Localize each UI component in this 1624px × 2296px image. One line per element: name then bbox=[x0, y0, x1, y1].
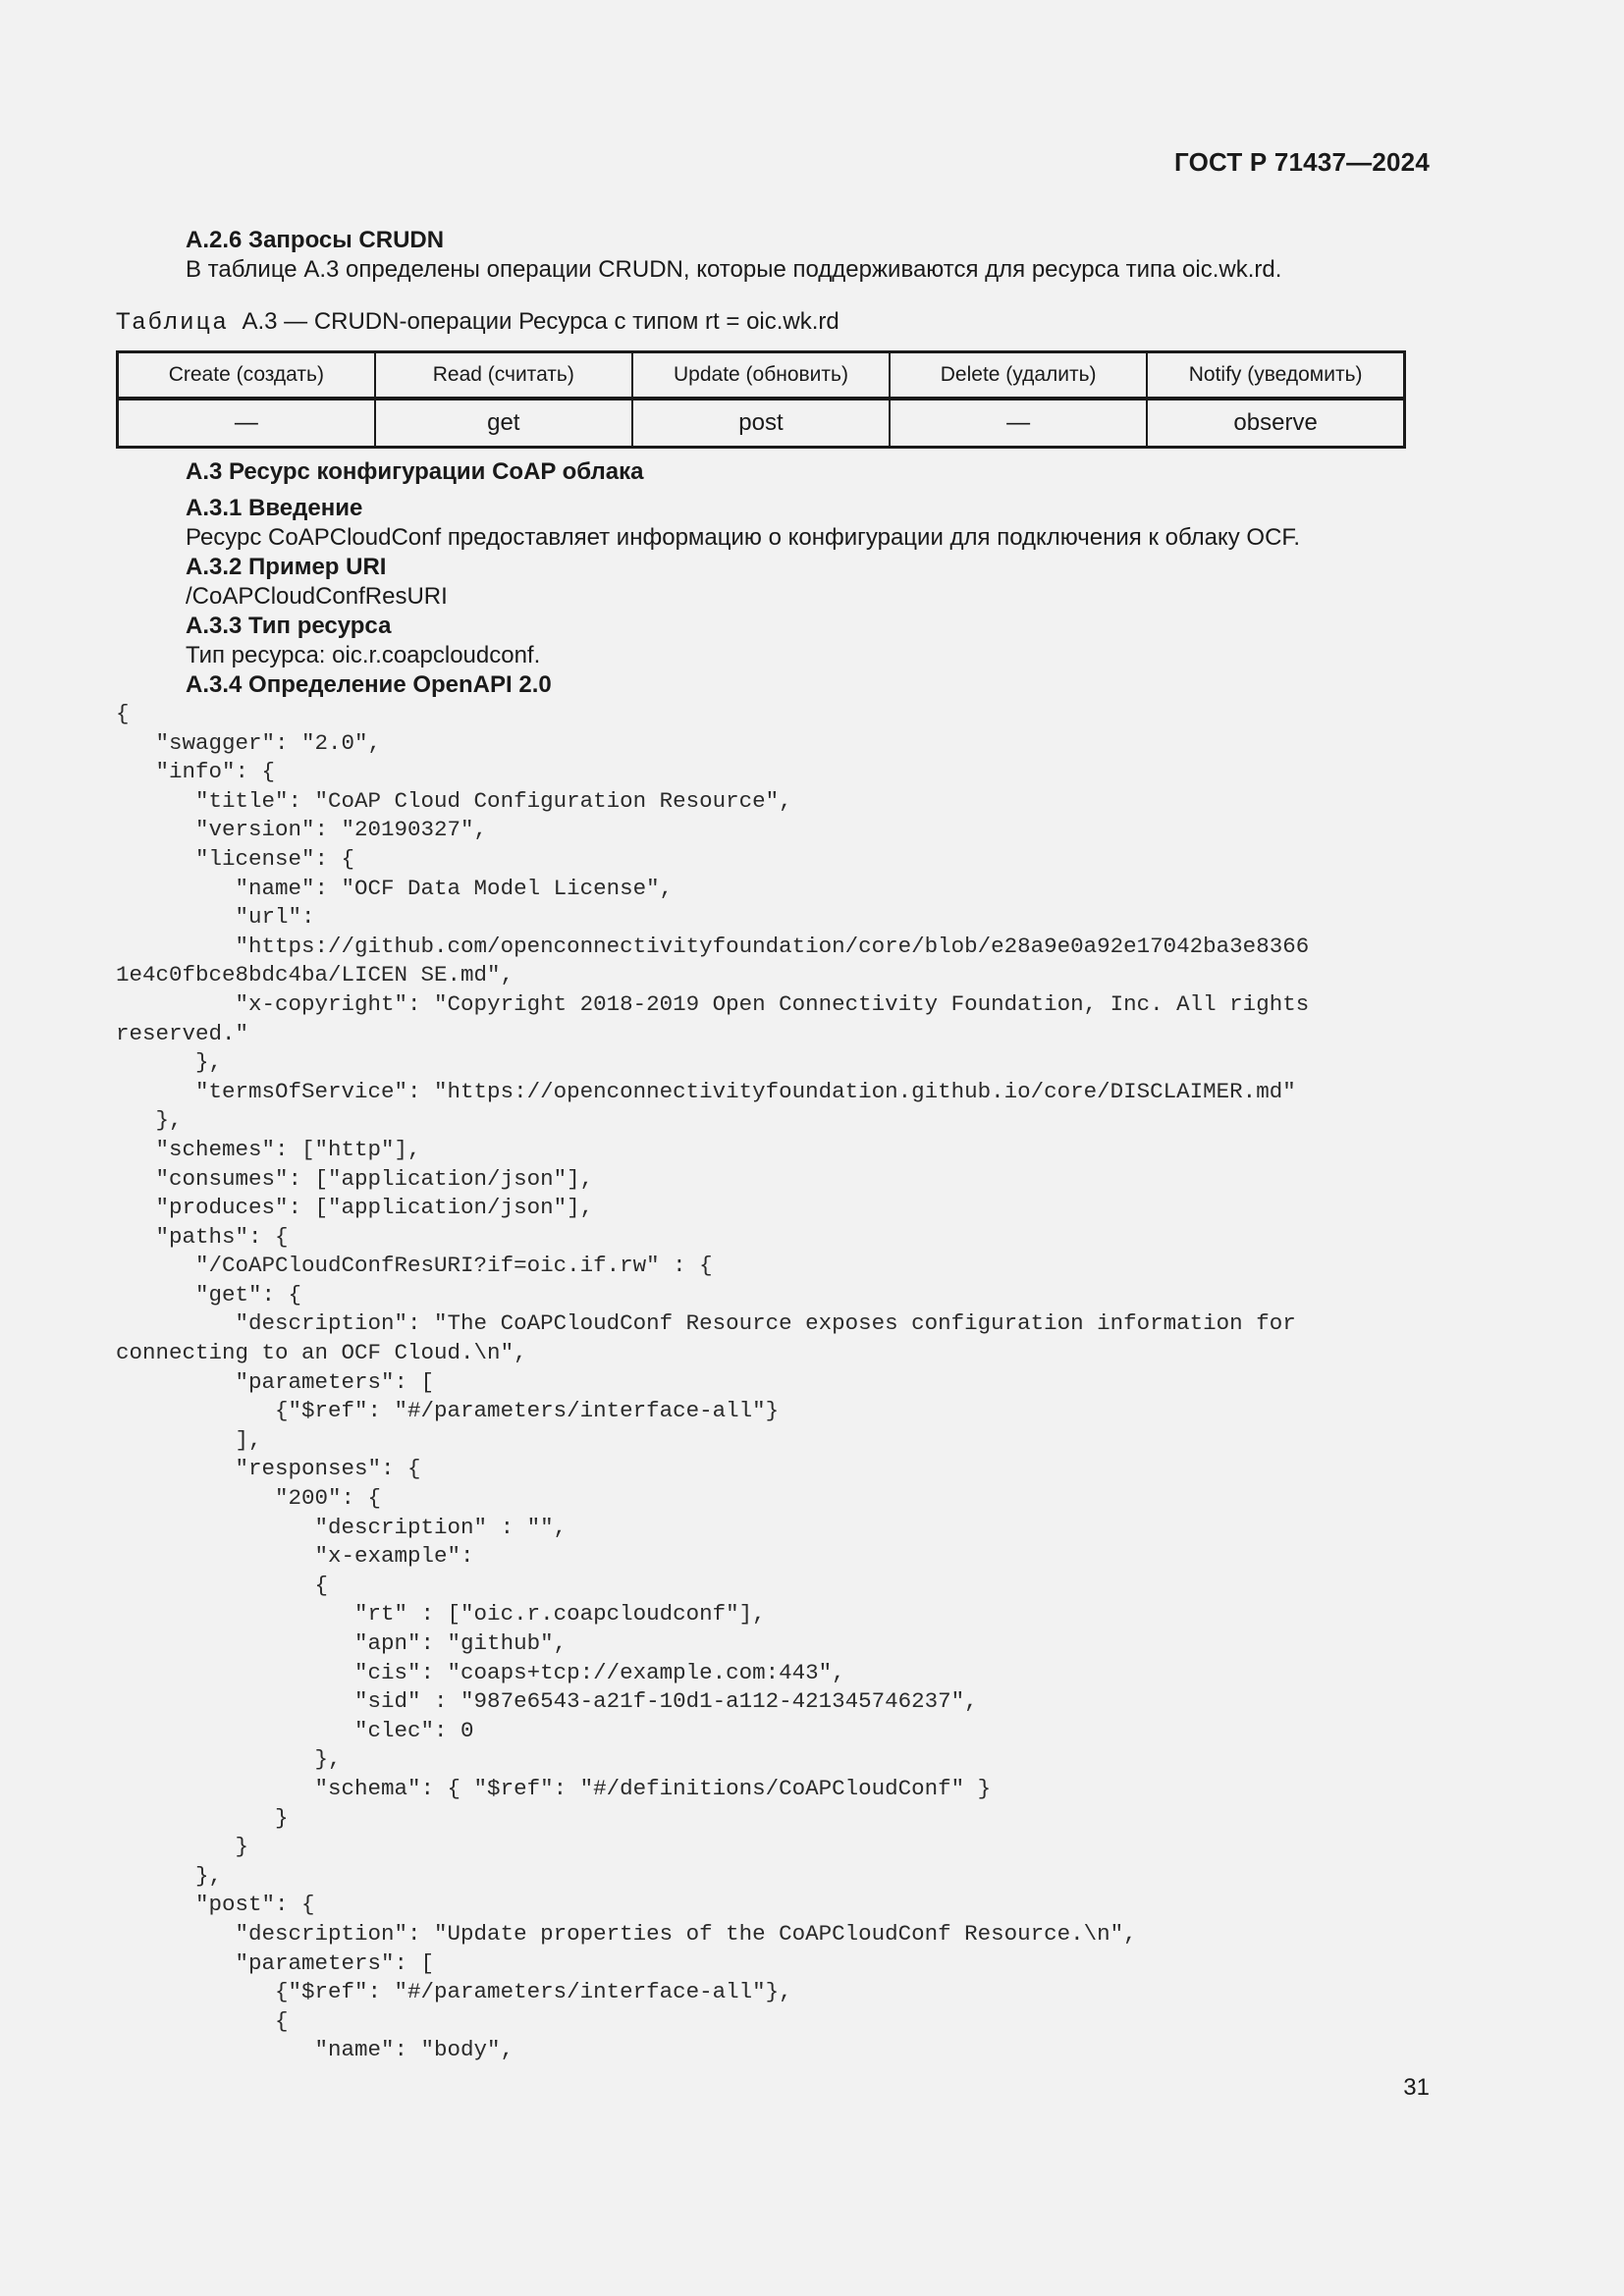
cell-update: post bbox=[632, 399, 890, 448]
section-a26-text: В таблице А.3 определены операции CRUDN, которые поддерживаются для ресурса типа oic.wk.rd. bbox=[186, 256, 1282, 283]
section-a32-heading: А.3.2 Пример URI bbox=[186, 554, 387, 580]
header-notify: Notify (уведомить) bbox=[1147, 352, 1404, 400]
table-header-row bbox=[118, 352, 1405, 400]
cell-notify: observe bbox=[1147, 399, 1404, 448]
cell-read: get bbox=[375, 399, 632, 448]
resource-type-text: Тип ресурса: oic.r.coapcloudconf. bbox=[186, 642, 541, 668]
openapi-code-listing: { "swagger": "2.0", "info": { "title": "CoAP Cloud Configuration Resource", "version": "20190327", "license": { "name": "OCF Data Model License", "url": "https://github.com/openconnectivityfoundation/core/blob/e28a9e0a92e17042ba3e8366 1e4c0fbce8bdc4ba/LICEN SE.md", "x-copyright": "Copyright 2018-2019 Open Connectivity Foundation, Inc. All rights reserved." }, "termsOfService": "https://openconnectivityfoundation.github.io/core/DISCLAIMER.md" }, "schemes": ["http"], "consumes": ["application/json"], "produces": ["application/json"], "paths": { "/CoAPCloudConfResURI?if=oic.if.rw" : { "get": { "description": "The CoAPCloudConf Resource exposes configuration information for connecting to an OCF Cloud.\n", "parameters": [ {"$ref": "#/parameters/interface-all"} ], "responses": { "200": { "description" : "", "x-example": { "rt" : ["oic.r.coapcloudconf"], "apn": "github", "cis": "coaps+tcp://example.com:443", "sid" : "987e6543-a21f-10d1-a112-421345746237", "clec": 0 }, "schema": { "$ref": "#/definitions/CoAPCloudConf" } } } }, "post": { "description": "Update properties of the CoAPCloudConf Resource.\n", "parameters": [ {"$ref": "#/parameters/interface-all"}, { "name": "body", bbox=[116, 701, 1310, 2063]
section-a34-heading: А.3.4 Определение OpenAPI 2.0 bbox=[186, 671, 552, 698]
section-a26-heading: А.2.6 Запросы CRUDN bbox=[186, 227, 445, 253]
cell-delete: — bbox=[890, 399, 1147, 448]
table-row bbox=[118, 399, 1405, 448]
section-a3-heading: А.3 Ресурс конфигурации CoAP облака bbox=[186, 458, 644, 485]
crudn-table bbox=[116, 350, 1406, 449]
cell-create: — bbox=[118, 399, 375, 448]
table-caption-label: Таблица bbox=[116, 308, 230, 335]
table-caption-text: А.3 — CRUDN-операции Ресурса с типом rt = oic.wk.rd bbox=[242, 308, 839, 335]
page-number: 31 bbox=[1403, 2074, 1430, 2101]
section-a31-text: Ресурс CoAPCloudConf предоставляет информацию о конфигурации для подключения к облаку OCF. bbox=[186, 524, 1301, 551]
header-read: Read (считать) bbox=[375, 352, 632, 400]
section-a33-heading: А.3.3 Тип ресурса bbox=[186, 613, 392, 639]
example-uri: /CoAPCloudConfResURI bbox=[186, 583, 448, 610]
section-a31-heading: А.3.1 Введение bbox=[186, 495, 363, 521]
header-update: Update (обновить) bbox=[632, 352, 890, 400]
table-caption bbox=[116, 307, 839, 337]
header-create: Create (создать) bbox=[118, 352, 375, 400]
header-delete: Delete (удалить) bbox=[890, 352, 1147, 400]
document-code: ГОСТ Р 71437—2024 bbox=[1174, 147, 1430, 177]
